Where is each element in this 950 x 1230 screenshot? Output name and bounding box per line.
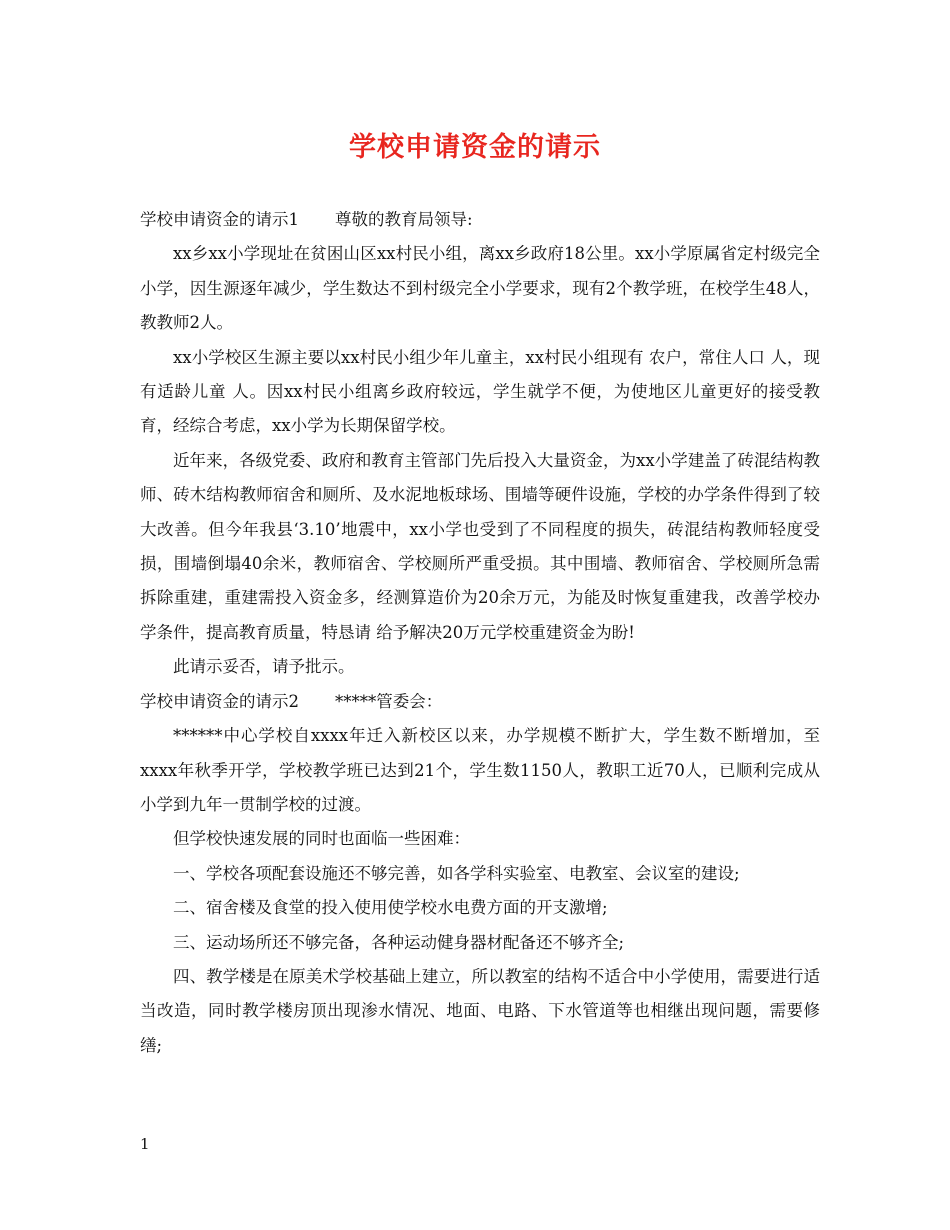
- section-1-heading: 学校申请资金的请示1: [140, 210, 299, 229]
- document-body: [140, 203, 820, 1063]
- section-2-paragraph: ******中心学校自xxxx年迁入新校区以来，办学规模不断扩大，学生数不断增加，至xxxx年秋季开学，学校教学班已达到21个，学生数1150人，教职工近70人，已顺利完成从小学到九年一贯制学校的过渡。: [140, 726, 820, 814]
- section-2-list-item: 一、学校各项配套设施还不够完善，如各学科实验室、电教室、会议室的建设;: [173, 863, 740, 883]
- section-1-paragraph: 近年来，各级党委、政府和教育主管部门先后投入大量资金，为xx小学建盖了砖混结构教师、砖木结构教师宿舍和厕所、及水泥地板球场、围墙等硬件设施，学校的办学条件得到了较大改善。但今年我县‘3.10’地震中，xx小学也受到了不同程度的损失，砖混结构教师轻度受损，围墙倒塌40余米，教师宿舍、学校厕所严重受损。其中围墙、教师宿舍、学校厕所急需拆除重建，重建需投入资金多，经测算造价为20余万元，为能及时恢复重建我，改善学校办学条件，提高教育质量，特恳请 给予解决20万元学校重建资金为盼!: [140, 450, 820, 642]
- section-2-list-item: 四、教学楼是在原美术学校基础上建立，所以教室的结构不适合中小学使用，需要进行适当改造，同时教学楼房顶出现渗水情况、地面、电路、下水管道等也相继出现问题，需要修缮;: [140, 966, 820, 1055]
- section-2-list-item: 三、运动场所还不够完备，各种运动健身器材配备还不够齐全;: [173, 932, 625, 952]
- section-1-paragraph: 此请示妥否，请予批示。: [173, 657, 355, 677]
- section-2-paragraph: 但学校快速发展的同时也面临一些困难：: [173, 829, 470, 849]
- section-1-paragraph: xx小学校区生源主要以xx村民小组少年儿童主，xx村民小组现有 农户，常住人口 人，现有适龄儿童 人。因xx村民小组离乡政府较远，学生就学不便，为使地区儿童更好的接受教育，经综合考虑，xx小学为长期保留学校。: [140, 347, 820, 436]
- section-2-salutation: *****管委会：: [335, 691, 443, 711]
- document-title: 学校申请资金的请示: [349, 132, 601, 163]
- section-2-list-item: 二、宿舍楼及食堂的投入使用使学校水电费方面的开支激增;: [173, 898, 608, 918]
- section-1-paragraph: xx乡xx小学现址在贫困山区xx村民小组，离xx乡政府18公里。xx小学原属省定村级完全小学，因生源逐年减少，学生数达不到村级完全小学要求，现有2个教学班，在校学生48人，教教师2人。: [140, 244, 820, 333]
- section-1-heading-line: [140, 203, 820, 237]
- page-number: 1: [140, 1135, 150, 1153]
- section-2-heading-line: [140, 685, 820, 719]
- section-1-salutation: 尊敬的教育局领导:: [335, 210, 473, 229]
- section-2-heading: 学校申请资金的请示2: [140, 691, 299, 711]
